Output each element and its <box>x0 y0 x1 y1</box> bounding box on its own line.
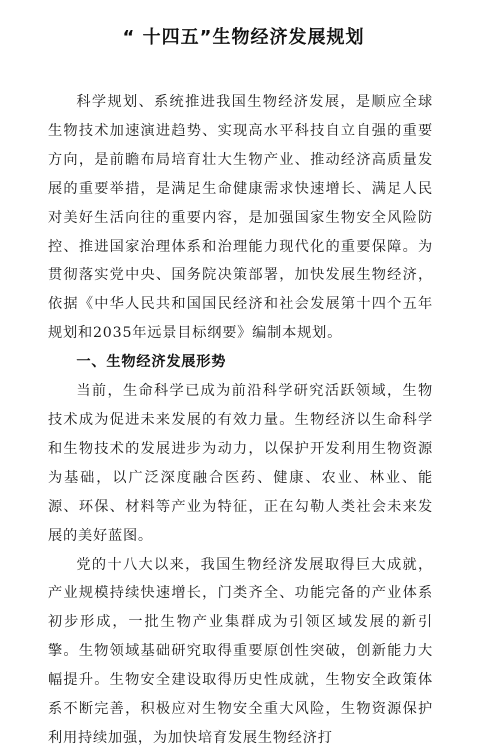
intro-paragraph: 科学规划、系统推进我国生物经济发展，是顺应全球生物技术加速演进趋势、实现高水平科技自立自强的重要方向，是前瞻布局培育壮大生物产业、推动经济高质量发展的重要举措，是满足生命健康需求快速增长、满足人民对美好生活向往的重要内容，是加强国家生物安全风险防控、推进国家治理体系和治理能力现代化的重要保障。为贯彻落实党中央、国务院决策部署，加快发展生物经济，依据《中华人民共和国国民经济和社会发展第十四个五年规划和2035年远景目标纲要》编制本规划。 <box>48 94 433 342</box>
document-title: “ 十四五”生物经济发展规划 <box>122 27 365 48</box>
title-spacer <box>48 50 433 88</box>
section-heading: 一、生物经济发展形势 <box>76 354 227 371</box>
section-paragraph-2: 党的十八大以来，我国生物经济发展取得巨大成就，产业规模持续快速增长，门类齐全、功能完备的产业体系初步形成，一批生物产业集群成为引领区域发展的新引擎。生物领域基础研究取得重要原创性突破，创新能力大幅提升。生物安全建设取得历史性成就，生物安全政策体系不断完善，积极应对生物安全重大风险，生物资源保护利用持续加强，为加快培育发展生物经济打 <box>48 556 433 746</box>
section-paragraph-1: 当前，生命科学已成为前沿科学研究活跃领域，生物技术成为促进未来发展的有效力量。生物经济以生命科学和生物技术的发展进步为动力，以保护开发利用生物资源为基础，以广泛深度融合医药、健康、农业、林业、能源、环保、材料等产业为特征，正在勾勒人类社会未来发展的美好蓝图。 <box>48 383 433 544</box>
